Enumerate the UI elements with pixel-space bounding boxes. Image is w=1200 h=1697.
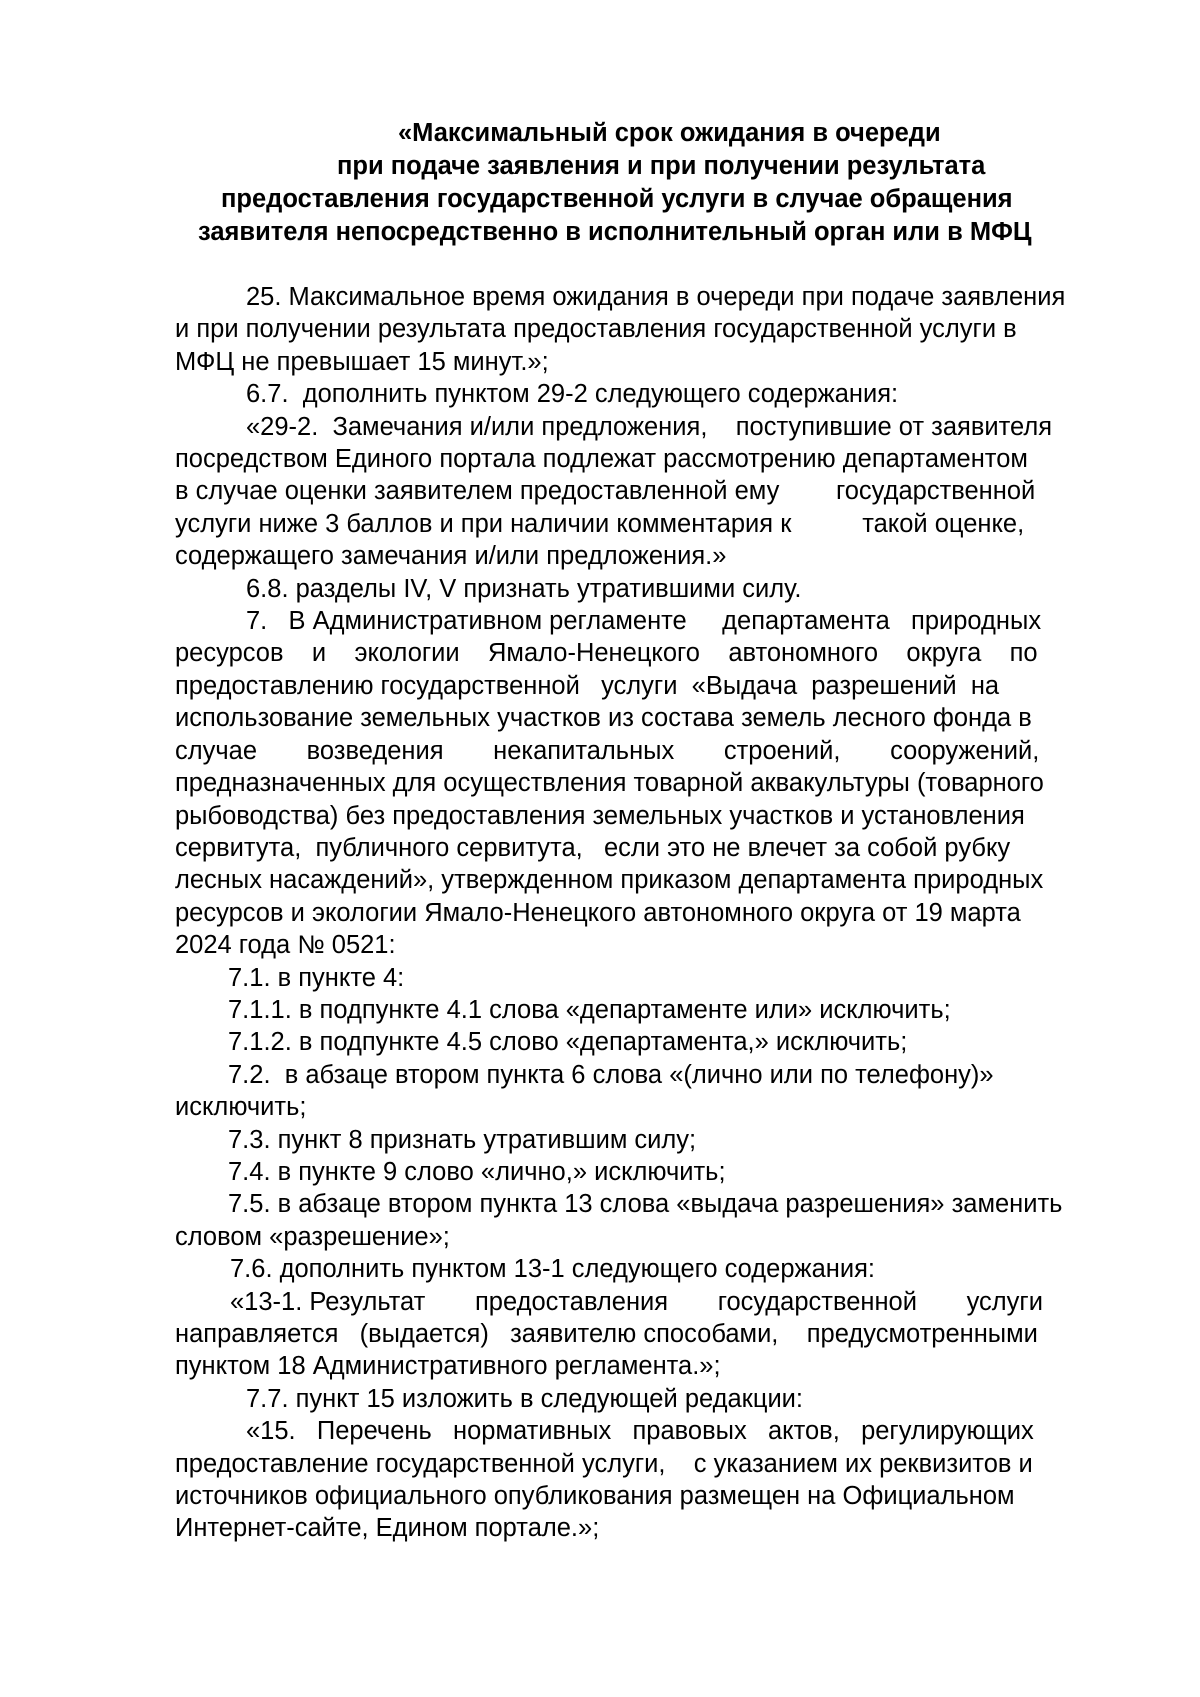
text-line: 7.5. в абзаце втором пункта 13 слова «выдача разрешения» заменить xyxy=(228,1190,1063,1219)
heading-line: заявителя непосредственно в исполнительный орган или в МФЦ xyxy=(198,218,1032,246)
text-line: 7.3. пункт 8 признать утратившим силу; xyxy=(228,1125,697,1154)
text-line: 6.7. дополнить пунктом 29-2 следующего содержания: xyxy=(246,380,899,409)
text-line: 25. Максимальное время ожидания в очереди при подаче заявления xyxy=(246,283,1066,311)
text-line: направляется (выдается) заявителю способами, предусмотренными xyxy=(175,1320,1038,1348)
text-line: предоставлению государственной услуги «Выдача разрешений на xyxy=(175,671,1000,700)
text-line: 2024 года № 0521: xyxy=(175,931,396,960)
text-line: ресурсов и экологии Ямало-Ненецкого автономного округа от 19 марта xyxy=(175,898,1021,927)
text-line: использование земельных участков из состава земель лесного фонда в xyxy=(175,704,1032,733)
text-line: 7.1. в пункте 4: xyxy=(228,963,405,992)
text-line: ресурсов и экологии Ямало-Ненецкого автономного округа по xyxy=(175,639,1038,668)
section-heading xyxy=(0,117,1200,249)
document-body xyxy=(175,281,1185,1545)
text-line: 7.2. в абзаце втором пункта 6 слова «(лично или по телефону)» xyxy=(228,1060,994,1089)
text-line: услуги ниже 3 баллов и при наличии комментария к такой оценке, xyxy=(175,509,1025,538)
text-line: 7. В Административном регламенте департамента природных xyxy=(246,607,1042,636)
text-line: 7.4. в пункте 9 слово «лично,» исключить; xyxy=(228,1157,726,1186)
text-line: «29-2. Замечания и/или предложения, поступившие от заявителя xyxy=(246,412,1053,441)
text-line: в случае оценки заявителем предоставленной ему государственной xyxy=(175,477,1036,506)
text-line: 7.7. пункт 15 изложить в следующей редакции: xyxy=(246,1384,804,1413)
text-line: содержащего замечания и/или предложения.» xyxy=(175,542,727,571)
text-line: предоставление государственной услуги, с указанием их реквизитов и xyxy=(175,1449,1033,1478)
text-line: «15. Перечень нормативных правовых актов, регулирующих xyxy=(246,1417,1034,1446)
text-line: 7.1.1. в подпункте 4.1 слова «департаменте или» исключить; xyxy=(228,995,951,1024)
text-line: посредством Единого портала подлежат рассмотрению департаментом xyxy=(175,445,1028,474)
text-line: рыбоводства) без предоставления земельных участков и установления xyxy=(175,801,1025,830)
text-line: предназначенных для осуществления товарной аквакультуры (товарного xyxy=(175,769,1044,798)
text-line: словом «разрешение»; xyxy=(175,1222,450,1251)
text-line: пунктом 18 Административного регламента.»; xyxy=(175,1352,721,1381)
text-line: МФЦ не превышает 15 минут.»; xyxy=(175,347,549,376)
text-line: 6.8. разделы IV, V признать утратившими силу. xyxy=(246,574,802,603)
text-line: 7.1.2. в подпункте 4.5 слово «департамента,» исключить; xyxy=(228,1028,908,1057)
heading-line: предоставления государственной услуги в случае обращения xyxy=(221,185,1013,213)
text-line: и при получении результата предоставления государственной услуги в xyxy=(175,315,1017,344)
heading-line: при подаче заявления и при получении результата xyxy=(337,152,986,180)
text-line: случае возведения некапитальных строений, сооружений, xyxy=(175,736,1040,765)
text-line: 7.6. дополнить пунктом 13-1 следующего содержания: xyxy=(230,1255,876,1284)
heading-line: «Максимальный срок ожидания в очереди xyxy=(398,119,941,147)
text-line: Интернет-сайте, Едином портале.»; xyxy=(175,1514,600,1543)
text-line: сервитута, публичного сервитута, если это не влечет за собой рубку xyxy=(175,833,1011,862)
text-line: исключить; xyxy=(175,1093,307,1122)
text-line: «13-1. Результат предоставления государственной услуги xyxy=(230,1287,1043,1316)
text-line: лесных насаждений», утвержденном приказом департамента природных xyxy=(175,866,1044,895)
text-line: источников официального опубликования размещен на Официальном xyxy=(175,1482,1015,1511)
